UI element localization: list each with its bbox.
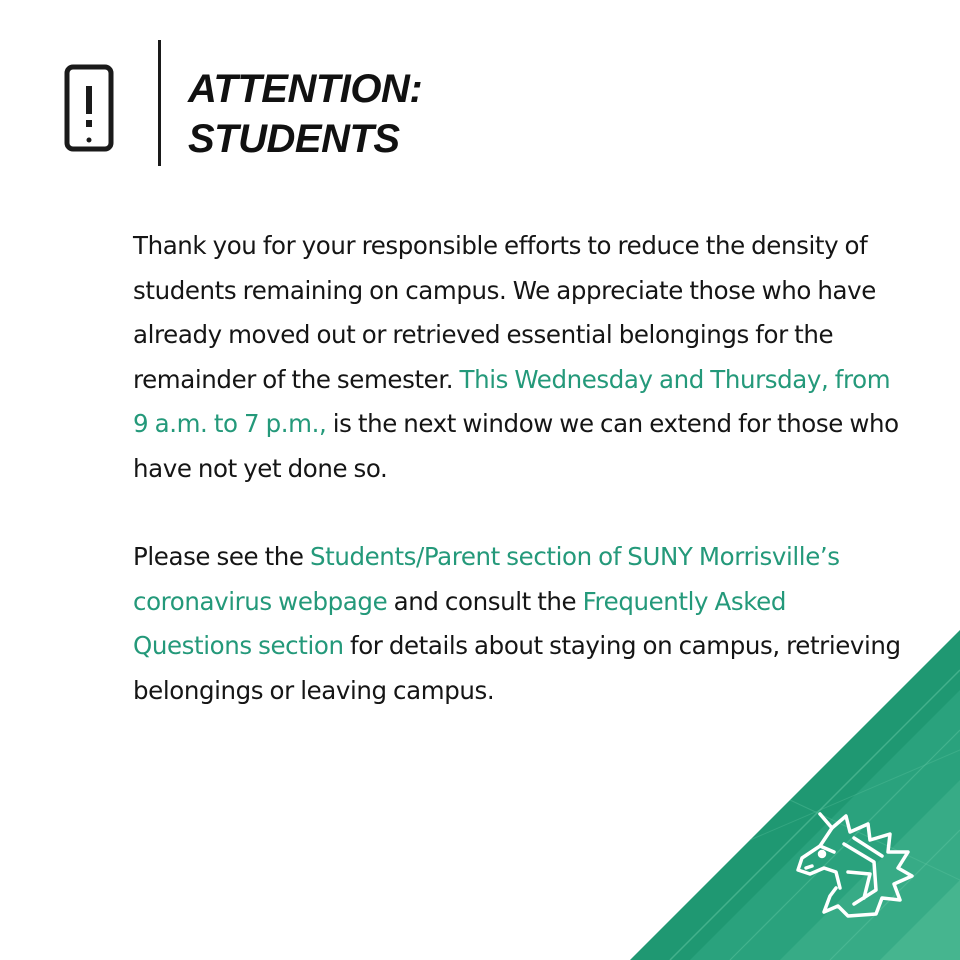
p2-text-middle: and consult the [387,586,583,616]
faq-section-link[interactable]: Frequently Asked Questions section [133,586,786,660]
p2-text-after: for details about staying on campus, retrieving belongings or leaving campus. [133,631,901,705]
move-out-dates-highlight: This Wednesday and Thursday, from 9 a.m. to 7 p.m., [133,364,891,438]
page-title [188,64,422,164]
paragraph-resources [133,535,903,713]
phone-alert-icon [64,64,114,152]
paragraph-move-out-window [133,224,903,491]
coronavirus-webpage-link[interactable]: Students/Parent section of SUNY Morrisville’s coronavirus webpage [133,542,840,616]
p1-text-after: is the next window we can extend for those who have not yet done so. [133,409,899,483]
title-line-2: STUDENTS [188,117,400,161]
p1-text-before: Thank you for your responsible efforts to reduce the density of students remaining on campus. We appreciate those who have already moved out or retrieved essential belongings for the remainder of the semester. [133,231,876,394]
announcement-body [133,224,903,713]
mustang-horse-logo [790,802,920,922]
title-line-1: ATTENTION: [188,67,423,111]
header-divider [158,40,161,166]
p2-text-before: Please see the [133,542,310,571]
